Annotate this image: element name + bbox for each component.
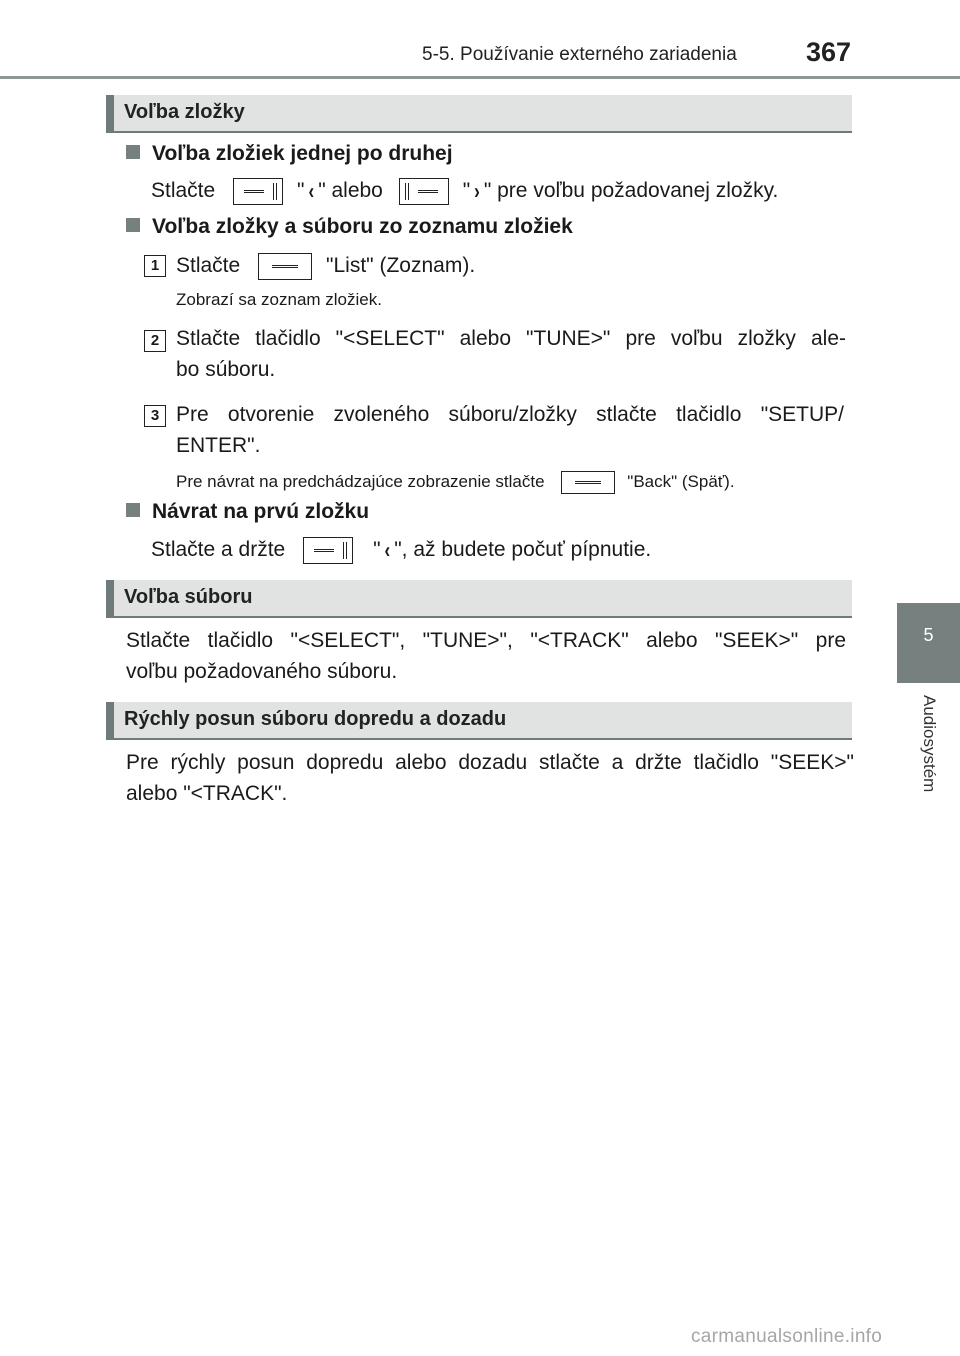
square-bullet-icon [126,145,140,159]
square-bullet-icon [126,503,140,517]
fast-forward-paragraph: Pre rýchly posun dopredu alebo dozadu stlačte a držte tlačidlo "SEEK>" alebo "<TRACK". [126,751,854,805]
instruction-line: Stlačte " ‹ " alebo " › " pre voľbu požadovanej zložky. [151,179,779,204]
file-select-paragraph: Stlačte tlačidlo "<SELECT", "TUNE>", "<TRACK" alebo "SEEK>" pre voľbu požadovaného súboru. [126,629,846,683]
square-bullet-icon [126,218,140,232]
folder-up-button-icon [399,178,449,205]
folder-down-button-icon [303,537,353,564]
step-1-note: Zobrazí sa zoznam zložiek. [176,290,382,309]
running-header: 5-5. Používanie externého zariadenia [422,44,737,65]
instruction-line: Stlačte a držte " ‹ ", až budete počuť pípnutie. [151,538,652,563]
section-heading-text: Voľba súboru [124,586,253,608]
step-number: 1 [144,255,166,277]
page-number: 367 [806,37,852,67]
section-heading-text: Voľba zložky [124,101,245,123]
chevron-right-icon: › [474,179,480,204]
header-rule [0,76,960,79]
subheading-one-by-one: Voľba zložiek jednej po druhej [126,142,453,166]
list-button-icon [258,253,312,280]
watermark: carmanualsonline.info [691,1326,883,1347]
back-button-icon [561,471,615,494]
step-3-text: Pre otvorenie zvoleného súboru/zložky stlačte tlačidlo "SETUP/ ENTER". [176,403,844,457]
section-heading-fast-forward [106,702,852,738]
subheading-first-folder: Návrat na prvú zložku [126,500,369,524]
chapter-label: Audiosystém [920,695,939,793]
step-3-note: Pre návrat na predchádzajúce zobrazenie stlačte "Back" (Späť). [176,471,735,494]
chapter-number: 5 [923,625,934,645]
section-heading-file [106,580,852,616]
chevron-left-icon: ‹ [308,179,315,204]
chevron-left-icon: ‹ [384,538,391,563]
step-1-text: Stlačte "List" (Zoznam). [176,253,475,280]
section-heading-text: Rýchly posun súboru dopredu a dozadu [124,708,507,730]
folder-down-button-icon [233,178,283,205]
section-heading-folder [106,95,852,131]
step-number: 3 [144,405,166,427]
step-2-text: Stlačte tlačidlo "<SELECT" alebo "TUNE>" pre voľbu zložky ale- bo súboru. [176,327,846,381]
step-number: 2 [144,330,166,352]
subheading-from-list: Voľba zložky a súboru zo zoznamu zložiek [126,215,573,239]
